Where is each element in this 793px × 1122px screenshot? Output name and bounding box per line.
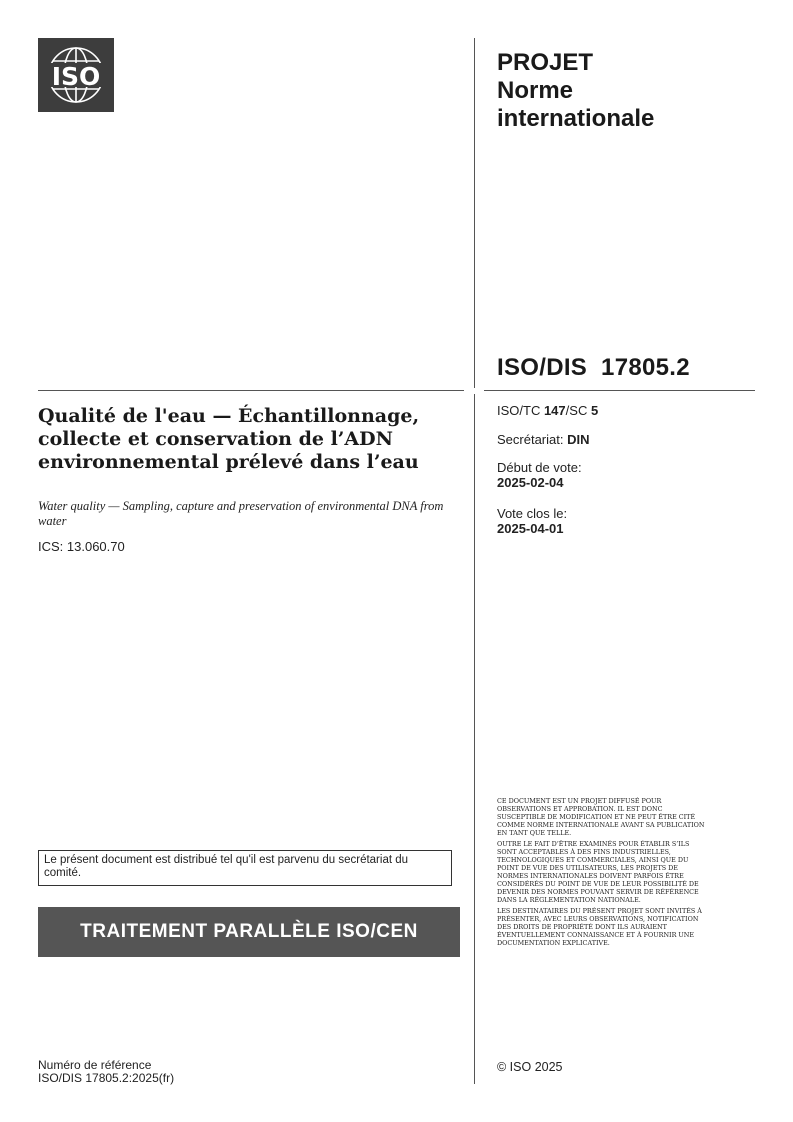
doc-type-line: PROJET bbox=[497, 49, 594, 76]
ics-code: ICS: 13.060.70 bbox=[38, 539, 125, 554]
copyright: © ISO 2025 bbox=[497, 1060, 563, 1074]
disclaimer-paragraph: OUTRE LE FAIT D’ÊTRE EXAMINÉS POUR ÉTABLIR S’ILS SONT ACCEPTABLES À DES FINS INDUSTRIELLES, TECHNOLOGIQUES ET COMMERCIALES, AINSI QUE DU POINT DE VUE DES UTILISATEURS, LES PROJETS DE NORMES INTERNATIONALES DOIVENT PARFOIS ÊTRE CONSIDÉRÉS DU POINT DE VUE DE LEUR POSSIBILITÉ DE DEVENIR DES NORMES POUVANT SERVIR DE RÉFÉRENCE DANS LA RÉGLEMENTATION NATIONALE. bbox=[497, 840, 699, 904]
vertical-rule-bottom bbox=[474, 394, 475, 1084]
vote-start-label: Début de vote: bbox=[497, 460, 582, 475]
vertical-rule-top bbox=[474, 38, 475, 388]
reference-number bbox=[38, 1059, 174, 1085]
secretariat-label: Secrétariat: bbox=[497, 432, 568, 447]
sc-number: 5 bbox=[590, 403, 599, 418]
distribution-notice: Le présent document est distribué tel qu'il est parvenu du secrétariat du comité. bbox=[38, 850, 452, 886]
tc-number: 147 bbox=[543, 403, 566, 418]
reference-label: Numéro de référence bbox=[38, 1058, 152, 1072]
doc-type-line: internationale bbox=[497, 105, 655, 132]
reference-value: ISO/DIS 17805.2:2025(fr) bbox=[38, 1071, 175, 1085]
horizontal-rule-right bbox=[484, 390, 755, 391]
tc-prefix: ISO/TC bbox=[497, 403, 544, 418]
logo-text: ISO bbox=[51, 62, 101, 91]
vote-end bbox=[497, 506, 567, 536]
vote-start bbox=[497, 460, 582, 490]
secretariat-value: DIN bbox=[567, 432, 590, 447]
disclaimer bbox=[497, 797, 707, 950]
secretariat-line bbox=[497, 432, 589, 447]
committee-line bbox=[497, 403, 598, 418]
iso-globe-icon bbox=[38, 38, 114, 112]
french-title: Qualité de l'eau — Échantillonnage, collecte et conservation de l’ADN environnemental prélevé dans l’eau bbox=[38, 405, 420, 473]
horizontal-rule-left bbox=[38, 390, 464, 391]
disclaimer-paragraph: LES DESTINATAIRES DU PRÉSENT PROJET SONT INVITÉS À PRÉSENTER, AVEC LEURS OBSERVATIONS, NOTIFICATION DES DROITS DE PROPRIÉTÉ DONT ILS AURAIENT ÉVENTUELLEMENT CONNAISSANCE ET À FOURNIR UNE DOCUMENTATION EXPLICATIVE. bbox=[497, 907, 702, 947]
english-title: Water quality — Sampling, capture and preservation of environmental DNA from water bbox=[38, 499, 444, 528]
document-type bbox=[497, 49, 757, 133]
standard-number: ISO/DIS 17805.2 bbox=[497, 354, 690, 381]
vote-end-date: 2025-04-01 bbox=[497, 521, 564, 536]
doc-type-line: Norme bbox=[497, 77, 574, 104]
iso-logo bbox=[38, 38, 114, 112]
parallel-processing-banner: TRAITEMENT PARALLÈLE ISO/CEN bbox=[38, 907, 460, 957]
vote-start-date: 2025-02-04 bbox=[497, 475, 564, 490]
disclaimer-paragraph: CE DOCUMENT EST UN PROJET DIFFUSÉ POUR OBSERVATIONS ET APPROBATION. IL EST DONC SUSCEPTIBLE DE MODIFICATION ET NE PEUT ÊTRE CITÉ COMME NORME INTERNATIONALE AVANT SA PUBLICATION EN TANT QUE TELLE. bbox=[497, 797, 705, 837]
sc-prefix: /SC bbox=[565, 403, 591, 418]
vote-end-label: Vote clos le: bbox=[497, 506, 568, 521]
